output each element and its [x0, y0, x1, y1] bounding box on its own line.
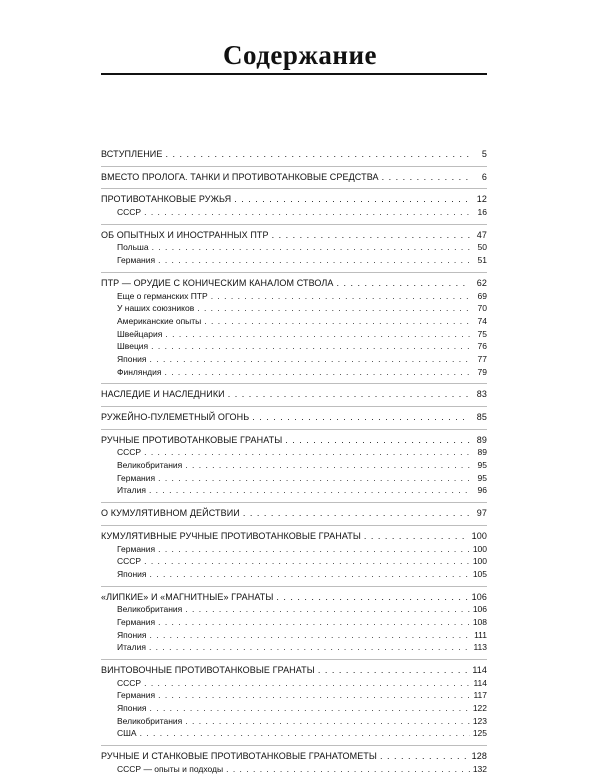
toc-page-number: 62 [476, 277, 487, 288]
toc-entry-label: Великобритания [117, 460, 183, 471]
toc-chapter-entry [101, 434, 487, 447]
toc-entry-label: Германия [117, 690, 156, 701]
toc-subentry [101, 206, 487, 219]
dot-leader [150, 353, 470, 366]
toc-chapter-entry [101, 507, 487, 520]
toc-entry-label: Германия [117, 543, 156, 554]
toc-subentry [101, 459, 487, 472]
toc-entry-label: Германия [117, 472, 156, 483]
toc-chapter-entry [101, 148, 487, 161]
toc-page-number: 106 [472, 604, 487, 615]
toc-page-number: 100 [471, 530, 487, 541]
toc-entry-label: Финляндия [117, 366, 162, 377]
toc-entry-label: Япония [117, 629, 147, 640]
toc-section [101, 167, 487, 190]
dot-leader [151, 340, 470, 353]
dot-leader [272, 229, 470, 242]
dot-leader [158, 689, 470, 702]
toc-chapter-entry [101, 229, 487, 242]
toc-page-number: 75 [477, 328, 487, 339]
dot-leader [144, 206, 470, 219]
toc-entry-label: Еще о германских ПТР [117, 290, 208, 301]
toc-subentry [101, 616, 487, 629]
toc-entry-label: СССР [117, 556, 142, 567]
dot-leader [150, 629, 470, 642]
toc-page-number: 83 [476, 389, 487, 400]
toc-chapter-entry [101, 193, 487, 206]
toc-entry-label: Швейцария [117, 328, 163, 339]
toc-page-number: 70 [477, 303, 487, 314]
toc-subentry [101, 543, 487, 556]
toc-section [101, 746, 487, 780]
toc-page-number: 16 [477, 207, 487, 218]
toc-subentry [101, 290, 487, 303]
toc-page-number: 76 [477, 341, 487, 352]
toc-subentry [101, 446, 487, 459]
toc-entry-label: Польша [117, 242, 149, 253]
toc-page-number: 111 [474, 629, 487, 640]
toc-page-number: 5 [481, 149, 487, 159]
toc-subentry [101, 340, 487, 353]
toc-subentry [101, 472, 487, 485]
dot-leader [150, 568, 470, 581]
toc-entry-label: СССР [117, 677, 142, 688]
toc-page-number: 100 [472, 543, 487, 554]
toc-entry-label: СССР [117, 207, 142, 218]
toc-subentry [101, 366, 487, 379]
dot-leader [252, 411, 470, 424]
dot-leader [150, 702, 470, 715]
toc-subentry [101, 641, 487, 654]
toc-subentry [101, 484, 487, 497]
toc-section [101, 587, 487, 660]
toc-section [101, 225, 487, 273]
toc-page-number: 97 [476, 508, 487, 519]
toc-section [101, 189, 487, 224]
toc-subentry [101, 555, 487, 568]
toc-entry-label: Великобритания [117, 604, 183, 615]
dot-leader [234, 193, 470, 206]
toc-entry-label: Американские опыты [117, 315, 202, 326]
dot-leader [197, 302, 470, 315]
toc-page-number: 106 [471, 591, 487, 602]
toc-entry-label: СССР [117, 447, 142, 458]
toc-subentry [101, 677, 487, 690]
toc-page-number: 114 [473, 677, 487, 688]
toc-page-number: 108 [472, 616, 487, 627]
dot-leader [149, 484, 470, 497]
toc-subentry [101, 763, 487, 776]
dot-leader [158, 472, 470, 485]
toc-page-number: 128 [471, 751, 487, 762]
dot-leader [382, 171, 470, 184]
toc-entry-label: Япония [117, 703, 147, 714]
title-rule [101, 73, 487, 75]
toc-page-number: 113 [473, 642, 487, 653]
dot-leader [185, 459, 470, 472]
toc-entry-label: «ЛИПКИЕ» И «МАГНИТНЫЕ» ГРАНАТЫ [101, 591, 274, 602]
dot-leader [158, 254, 470, 267]
toc-entry-label: ПРОТИВОТАНКОВЫЕ РУЖЬЯ [101, 194, 232, 205]
toc-entry-label: О КУМУЛЯТИВНОМ ДЕЙСТВИИ [101, 508, 240, 519]
toc-section [101, 430, 487, 503]
page-title: Содержание [222, 40, 378, 70]
toc-entry-label: Италия [117, 642, 146, 653]
toc-chapter-entry [101, 530, 487, 543]
toc-subentry [101, 353, 487, 366]
toc-entry-label: РУЖЕЙНО-ПУЛЕМЕТНЫЙ ОГОНЬ [101, 412, 250, 422]
toc-entry-label: Италия [117, 485, 146, 496]
dot-leader [144, 677, 470, 690]
dot-leader [140, 727, 470, 740]
toc-section [101, 660, 487, 746]
toc-page-number: 122 [472, 703, 487, 714]
toc-chapter-entry [101, 388, 487, 401]
toc-subentry [101, 302, 487, 315]
toc-page-number: 69 [477, 290, 487, 301]
toc-subentry [101, 241, 487, 254]
toc-entry-label: США [117, 728, 137, 739]
dot-leader [380, 750, 469, 763]
toc-entry-label: Великобритания [117, 715, 183, 726]
table-of-contents [101, 144, 487, 781]
dot-leader [164, 366, 470, 379]
toc-page-number: 51 [477, 255, 487, 266]
dot-leader [211, 290, 470, 303]
toc-entry-label: ВМЕСТО ПРОЛОГА. ТАНКИ И ПРОТИВОТАНКОВЫЕ СРЕДСТВА [101, 171, 379, 182]
toc-entry-label: Япония [117, 353, 147, 364]
toc-chapter-entry [101, 750, 487, 763]
toc-entry-label: Швеция [117, 341, 149, 352]
toc-page-number: 74 [477, 315, 487, 326]
dot-leader [152, 241, 470, 254]
toc-page-number: 95 [477, 472, 487, 483]
toc-page-number: 85 [476, 412, 487, 422]
toc-page-number: 12 [476, 194, 487, 205]
toc-page-number: 132 [472, 763, 487, 774]
toc-page-number: 123 [472, 715, 487, 726]
toc-page-number: 89 [477, 447, 487, 458]
toc-entry-label: Германия [117, 616, 156, 627]
toc-subentry [101, 702, 487, 715]
dot-leader [165, 328, 470, 341]
toc-page-number: 79 [477, 366, 487, 377]
toc-chapter-entry [101, 664, 487, 677]
dot-leader [185, 715, 470, 728]
dot-leader [185, 603, 470, 616]
dot-leader [285, 434, 470, 447]
toc-subentry [101, 715, 487, 728]
toc-subentry [101, 629, 487, 642]
toc-subentry [101, 727, 487, 740]
toc-page-number: 105 [472, 568, 487, 579]
toc-page-number: 117 [473, 690, 487, 701]
toc-page-number: 100 [472, 556, 487, 567]
toc-chapter-entry [101, 171, 487, 184]
toc-section [101, 503, 487, 526]
toc-page-number: 89 [476, 434, 487, 445]
dot-leader [158, 616, 470, 629]
dot-leader [228, 388, 470, 401]
toc-subentry [101, 328, 487, 341]
toc-page-number: 95 [477, 460, 487, 471]
toc-chapter-entry [101, 591, 487, 604]
toc-section [101, 144, 487, 167]
toc-entry-label: РУЧНЫЕ И СТАНКОВЫЕ ПРОТИВОТАНКОВЫЕ ГРАНАТОМЕТЫ [101, 751, 377, 762]
toc-subentry [101, 603, 487, 616]
toc-section [101, 384, 487, 407]
toc-entry-label: Япония [117, 568, 147, 579]
toc-page-number: 96 [477, 485, 487, 496]
toc-page-number: 114 [472, 665, 487, 675]
dot-leader [204, 315, 470, 328]
toc-entry-label: НАСЛЕДИЕ И НАСЛЕДНИКИ [101, 389, 225, 400]
dot-leader [337, 277, 470, 290]
toc-subentry [101, 689, 487, 702]
dot-leader [144, 446, 470, 459]
dot-leader [149, 641, 470, 654]
toc-chapter-entry [101, 411, 487, 424]
dot-leader [226, 763, 470, 776]
toc-section [101, 526, 487, 587]
toc-chapter-entry [101, 277, 487, 290]
toc-subentry [101, 568, 487, 581]
toc-page-number: 50 [477, 242, 487, 253]
dot-leader [364, 530, 469, 543]
toc-entry-label: Германия [117, 255, 156, 266]
toc-page-number: 77 [477, 353, 487, 364]
dot-leader [144, 555, 470, 568]
toc-entry-label: У наших союзников [117, 303, 195, 314]
dot-leader [165, 148, 470, 161]
dot-leader [158, 543, 470, 556]
toc-entry-label: ВИНТОВОЧНЫЕ ПРОТИВОТАНКОВЫЕ ГРАНАТЫ [101, 665, 315, 675]
toc-entry-label: ВСТУПЛЕНИЕ [101, 149, 163, 159]
dot-leader [243, 507, 470, 520]
toc-entry-label: ПТР — ОРУДИЕ С КОНИЧЕСКИМ КАНАЛОМ СТВОЛА [101, 277, 334, 288]
toc-subentry [101, 254, 487, 267]
toc-section [101, 273, 487, 385]
toc-page-number: 47 [476, 229, 487, 240]
toc-entry-label: РУЧНЫЕ ПРОТИВОТАНКОВЫЕ ГРАНАТЫ [101, 434, 283, 445]
toc-page-number: 125 [472, 728, 487, 739]
toc-section [101, 407, 487, 430]
toc-entry-label: КУМУЛЯТИВНЫЕ РУЧНЫЕ ПРОТИВОТАНКОВЫЕ ГРАНАТЫ [101, 530, 361, 541]
toc-page-number: 6 [481, 171, 487, 182]
toc-entry-label: СССР — опыты и подходы [117, 763, 224, 774]
toc-subentry [101, 315, 487, 328]
dot-leader [318, 664, 469, 677]
dot-leader [276, 591, 468, 604]
toc-entry-label: ОБ ОПЫТНЫХ И ИНОСТРАННЫХ ПТР [101, 229, 269, 240]
